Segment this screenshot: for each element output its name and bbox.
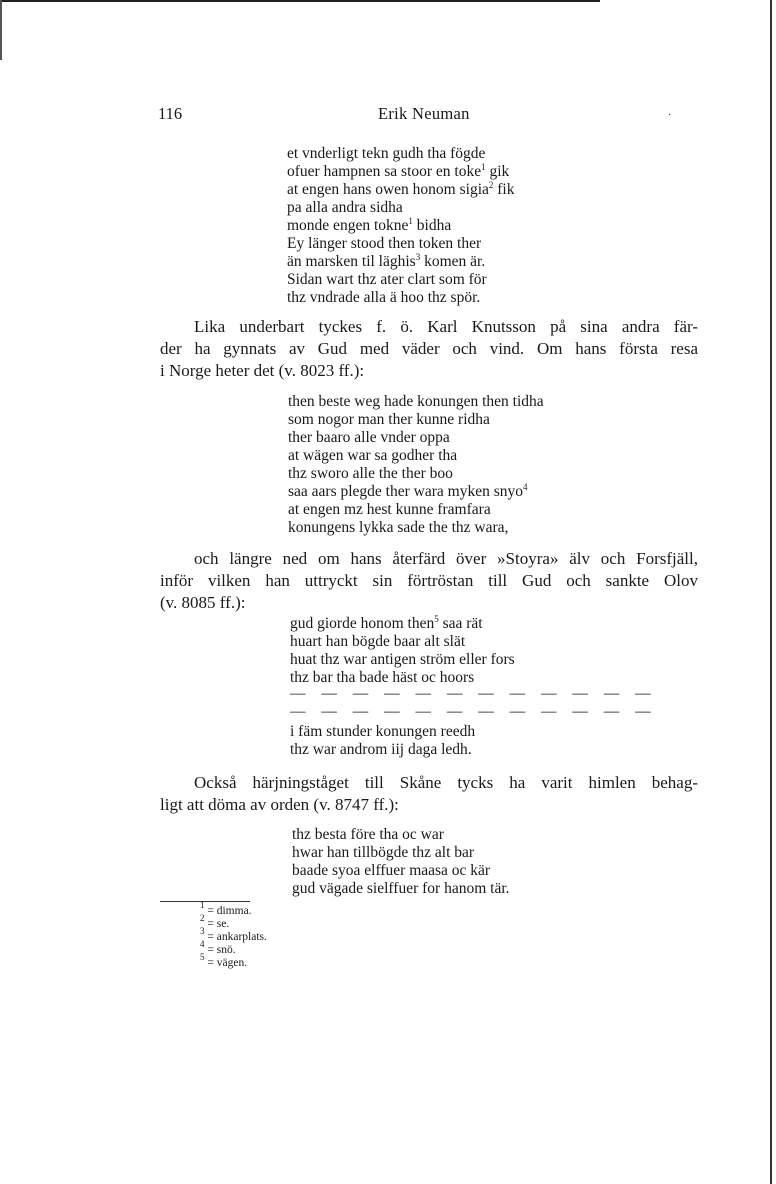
footnote-text: = vägen. [204,957,248,969]
verse-text: konungens lykka sade the thz wara, [288,519,509,536]
footnote [200,926,267,944]
paragraph-3 [160,772,698,816]
verse-text: then beste weg hade konungen then tidha [288,393,544,410]
paragraph-line: (v. 8085 ff.): [160,593,246,612]
verse-text: thz sworo alle the ther boo [288,465,453,482]
verse-line [292,826,510,844]
verse-line [288,393,544,411]
verse-text-after: gik [485,163,510,180]
verse-text: hwar han tillbögde thz alt bar [292,844,475,861]
verse-line [288,411,544,429]
verse-text: än marsken til läghis [287,253,416,270]
verse-line [287,235,514,253]
verse-text-after: saa rät [438,615,483,632]
verse-line [290,651,515,669]
verse-text: gud vägade sielffuer for hanom tär. [292,880,510,897]
verse-text: thz besta före tha oc war [292,826,444,843]
footnote [200,913,267,931]
verse-text: at engen mz hest kunne framfara [288,501,491,518]
footnote-text: = dimma. [204,905,252,917]
verse-block-3-continued [290,723,475,759]
footnote-marker: 4 [523,482,528,492]
verse-text: at engen hans owen honom sigia [287,181,489,198]
verse-text: Ey länger stood then token ther [287,235,482,252]
verse-text: baade syoa elffuer maasa oc kär [292,862,491,879]
verse-line [292,880,510,898]
verse-line [287,253,514,271]
dash-row: — — — — — — — — — — — — [290,685,657,702]
verse-text: som nogor man ther kunne ridha [288,411,490,428]
footnote-marker: 1 [481,162,486,172]
footnote-text: = snö. [204,944,236,956]
verse-block-3 [290,615,515,687]
footnote [200,939,267,957]
dash-row: — — — — — — — — — — — — [290,703,657,720]
paragraph-line: inför vilken han uttryckt sin förtröstan till Gud och sankte Olov [160,571,698,590]
verse-line [288,429,544,447]
verse-line [287,217,514,235]
footnote-text: = ankarplats. [204,931,267,943]
verse-text: ofuer hampnen sa stoor en toke [287,163,482,180]
verse-text: i fäm stunder konungen reedh [290,723,476,740]
footnote-marker: 3 [415,252,421,262]
verse-text: thz war androm iij daga ledh. [290,741,472,758]
verse-block-2 [288,393,544,537]
footnotes [200,900,267,970]
scan-border-left [0,0,2,60]
verse-line [288,501,544,519]
verse-line [290,633,515,651]
footnote-number: 5 [200,952,205,962]
stray-mark: · [668,110,672,121]
verse-line [288,447,544,465]
verse-text: huart han bögde baar alt slät [290,633,466,650]
paragraph-line: Också härjningståget till Skåne tycks ha varit himlen behag- [194,773,698,792]
paragraph-line: ligt att döma av orden (v. 8747 ff.): [160,795,399,814]
verse-text: et vnderligt tekn gudh tha fögde [287,145,486,162]
page-number: 116 [158,104,183,123]
verse-line [287,163,514,181]
verse-block-4 [292,826,510,898]
scan-border-top [0,0,600,2]
verse-line [292,844,510,862]
verse-line [290,741,475,759]
running-title: Erik Neuman [378,104,470,123]
paragraph-2 [160,548,698,614]
verse-text: gud giorde honom then [290,615,435,632]
verse-text: thz vndrade alla ä hoo thz spör. [287,289,481,306]
verse-line [288,465,544,483]
paragraph-1 [160,316,698,382]
verse-line [288,483,544,501]
verse-text: pa alla andra sidha [287,199,403,216]
verse-text-after: komen är. [420,253,486,270]
paragraph-line: och längre ned om hans återfärd över »Stoyra» älv och Forsfjäll, [194,549,698,568]
verse-line [287,145,514,163]
footnote-marker: 2 [488,180,494,190]
footnote [200,900,267,918]
verse-line [290,723,475,741]
verse-text: thz bar tha bade häst oc hoors [290,669,475,686]
verse-line [287,199,514,217]
paragraph-line: Lika underbart tyckes f. ö. Karl Knutsson på sina andra fär- [194,317,698,336]
footnote [200,952,267,970]
omission-dashes [290,685,657,721]
verse-text: saa aars plegde ther wara myken snyo [288,483,523,500]
page-header [158,104,698,128]
verse-text: at wägen war sa godher tha [288,447,458,464]
footnote-text: = se. [204,918,230,930]
footnote-number: 3 [200,926,205,936]
verse-line [290,615,515,633]
paragraph-line: i Norge heter det (v. 8023 ff.): [160,361,365,380]
verse-text: monde engen tokne [287,217,409,234]
verse-line [287,289,514,307]
footnote-number: 2 [200,913,205,923]
verse-line [292,862,510,880]
verse-text-after: fik [493,181,515,198]
verse-line [288,519,544,537]
verse-text: ther baaro alle vnder oppa [288,429,450,446]
verse-line [287,181,514,199]
footnote-marker: 5 [434,614,439,624]
paragraph-line: der ha gynnats av Gud med väder och vind. Om hans första resa [160,339,698,358]
verse-block-1 [287,145,514,307]
scan-border-right [770,0,772,1184]
verse-text: huat thz war antigen ström eller fors [290,651,515,668]
footnote-rule [160,901,250,902]
verse-text: Sidan wart thz ater clart som för [287,271,487,288]
footnote-marker: 1 [408,216,413,226]
footnote-number: 4 [200,939,205,949]
verse-line [287,271,514,289]
footnote-number: 1 [200,900,205,910]
verse-text-after: bidha [412,217,452,234]
